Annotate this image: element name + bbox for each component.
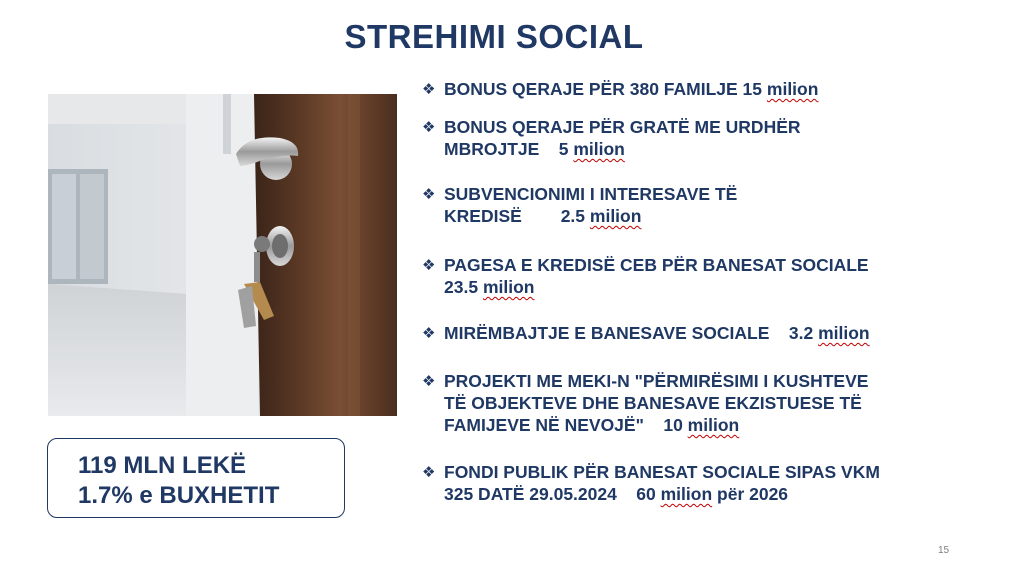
slide-title: STREHIMI SOCIAL xyxy=(344,18,644,55)
list-item: ❖ MIRËMBAJTJE E BANESAVE SOCIALE 3.2 milion xyxy=(422,323,870,343)
diamond-bullet-icon: ❖ xyxy=(422,186,436,203)
door-with-keys-photo xyxy=(48,94,397,416)
list-item: ❖ FONDI PUBLIK PËR BANESAT SOCIALE SIPAS VKM 325 DATË 29.05.2024 60 milion për 2026 xyxy=(422,462,880,504)
budget-share: 1.7% e BUXHETIT xyxy=(78,482,280,509)
page-number: 15 xyxy=(938,545,950,556)
list-item: ❖ BONUS QERAJE PËR GRATË ME URDHËR MBROJTJE 5 milion xyxy=(422,117,801,159)
diamond-bullet-icon: ❖ xyxy=(422,325,436,342)
diamond-bullet-icon: ❖ xyxy=(422,464,436,481)
list-item: ❖ BONUS QERAJE PËR 380 FAMILJE 15 milion xyxy=(422,79,819,99)
diamond-bullet-icon: ❖ xyxy=(422,81,436,98)
list-item: ❖ SUBVENCIONIMI I INTERESAVE TË KREDISË 2.5 milion xyxy=(422,184,738,226)
diamond-bullet-icon: ❖ xyxy=(422,119,436,136)
door-keys-image xyxy=(48,94,397,416)
total-amount: 119 MLN LEKË xyxy=(78,452,247,479)
budget-summary-box xyxy=(47,438,345,518)
list-item: ❖ PAGESA E KREDISË CEB PËR BANESAT SOCIALE 23.5 milion xyxy=(422,255,869,297)
diamond-bullet-icon: ❖ xyxy=(422,257,436,274)
list-item: ❖ PROJEKTI ME MEKI-N "PËRMIRËSIMI I KUSHTEVE TË OBJEKTEVE DHE BANESAVE EKZISTUESE TË FAMIJEVE NË NEVOJË" 10 milion xyxy=(422,371,869,435)
diamond-bullet-icon: ❖ xyxy=(422,373,436,390)
